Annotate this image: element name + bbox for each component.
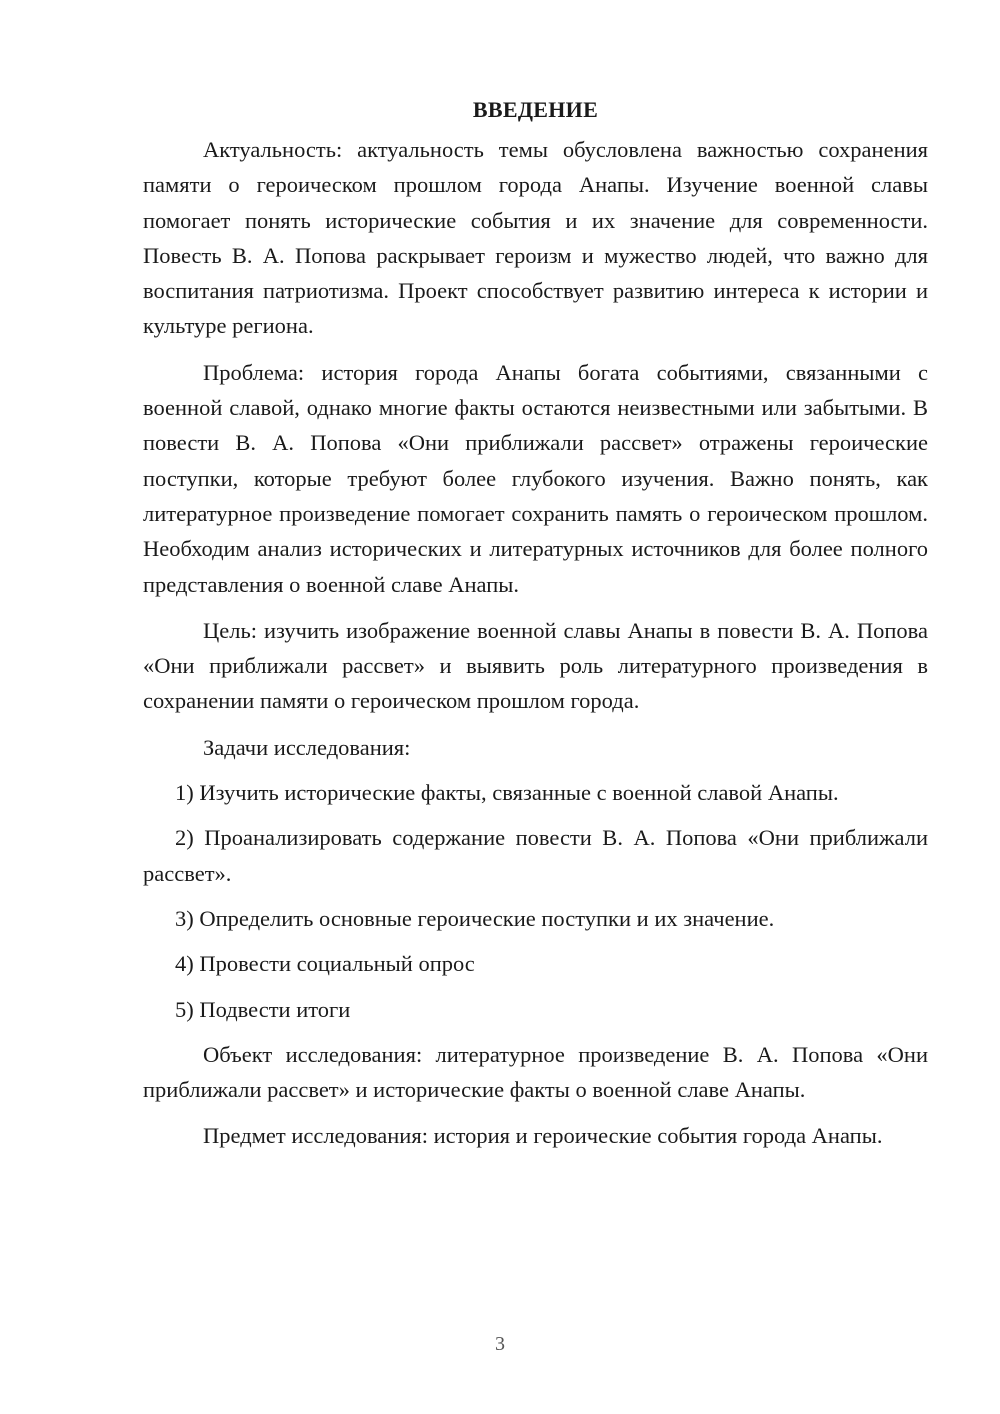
paragraph-subject: Предмет исследования: история и героические события города Анапы. [203, 1123, 883, 1149]
task-item: 3) Определить основные героические поступки и их значение. [175, 905, 775, 931]
page-number: 3 [495, 1333, 505, 1355]
task-item: 1) Изучить исторические факты, связанные с военной славой Анапы. [175, 780, 839, 806]
tasks-list [143, 775, 928, 1027]
task-item: 2) Проанализировать содержание повести В. А. Попова «Они приближали рассвет». [143, 825, 928, 886]
page-title: ВВЕДЕНИЕ [472, 97, 599, 122]
paragraph-object: Объект исследования: литературное произведение В. А. Попова «Они приближали рассвет» и исторические факты о военной славе Анапы. [143, 1041, 928, 1103]
task-item: 4) Провести социальный опрос [175, 951, 475, 977]
task-item: 5) Подвести итоги [175, 996, 351, 1022]
paragraph-relevance: Актуальность: актуальность темы обусловлена важностью сохранения памяти о героическом прошлом города Анапы. Изучение военной славы помогает понять исторические события и их значение для современности. Повесть В. А. Попова раскрывает героизм и мужество людей, что важно для воспитания патриотизма. Проект способствует развитию интереса к истории и культуре региона. [143, 137, 928, 339]
paragraph-goal: Цель: изучить изображение военной славы Анапы в повести В. А. Попова «Они приближали рассвет» и выявить роль литературного произведения в сохранении памяти о героическом прошлом города. [143, 617, 928, 714]
tasks-heading: Задачи исследования: [203, 734, 411, 760]
document-page [143, 92, 928, 1165]
paragraph-problem: Проблема: история города Анапы богата событиями, связанными с военной славой, однако многие факты остаются неизвестными или забытыми. В повести В. А. Попова «Они приближали рассвет» отражены героические поступки, которые требуют более глубокого изучения. Важно понять, как литературное произведение помогает сохранить память о героическом прошлом. Необходим анализ исторических и литературных источников для более полного представления о военной славе Анапы. [143, 359, 928, 597]
